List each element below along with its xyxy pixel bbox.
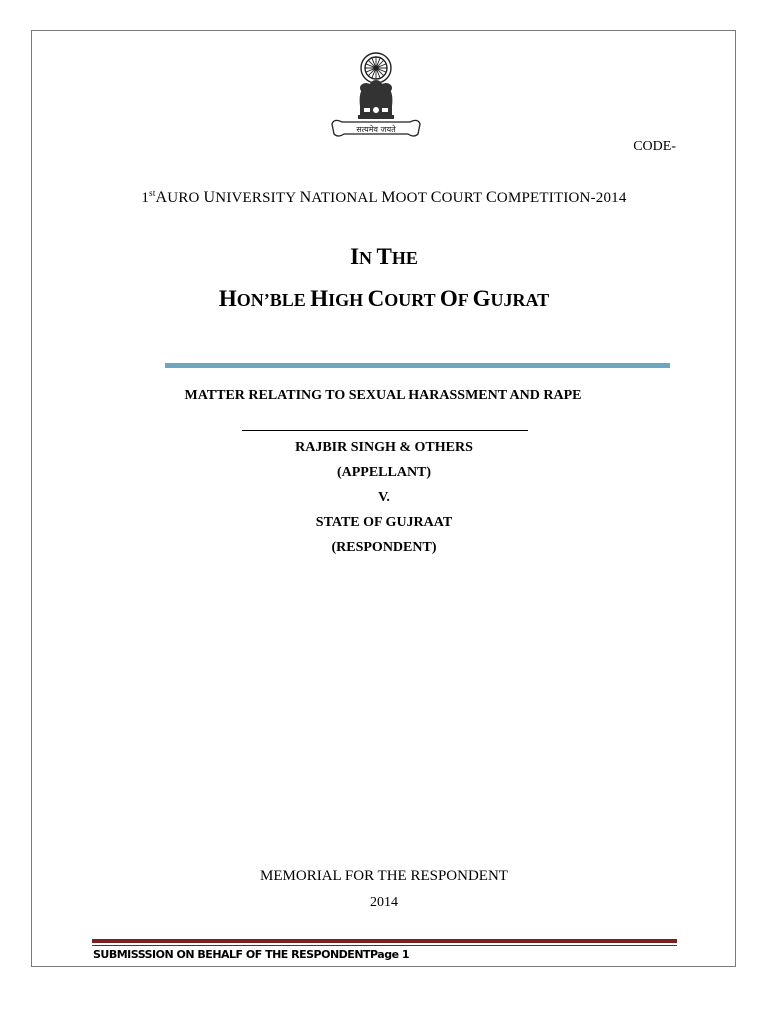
matter-title: MATTER RELATING TO SEXUAL HARASSMENT AND RAPE: [184, 388, 582, 403]
respondent-role: (RESPONDENT): [331, 540, 437, 555]
competition-year: -2014: [590, 190, 627, 206]
heading-court-name: HON’BLE HIGH COURT OF GUJRAT: [218, 286, 550, 311]
respondent-name: STATE OF GUJRAAT: [315, 515, 453, 530]
ordinal: 1: [141, 190, 150, 206]
memorial-year: 2014: [370, 895, 398, 910]
blue-divider: [165, 363, 670, 368]
page-footer: SUBMISSSION ON BEHALF OF THE RESPONDENTPage 1: [93, 948, 410, 961]
ordinal-suffix: st: [149, 188, 156, 198]
emblem-motto: सत्यमेव जयते: [356, 125, 396, 134]
memorial-title: MEMORIAL FOR THE RESPONDENT: [260, 868, 508, 884]
code-label: CODE-: [633, 139, 676, 154]
competition-title: 1stAURO UNIVERSITY NATIONAL MOOT COURT COMPETITION-2014: [141, 188, 627, 206]
footer-rule-thin: [92, 945, 677, 946]
short-divider: [242, 430, 528, 431]
appellant-role: (APPELLANT): [336, 465, 432, 480]
appellant-name: RAJBIR SINGH & OTHERS: [295, 440, 473, 455]
versus-text: V.: [378, 490, 390, 505]
heading-in-the: IN THE: [350, 244, 418, 269]
national-emblem-icon: [324, 48, 428, 144]
footer-rule: [92, 939, 677, 943]
